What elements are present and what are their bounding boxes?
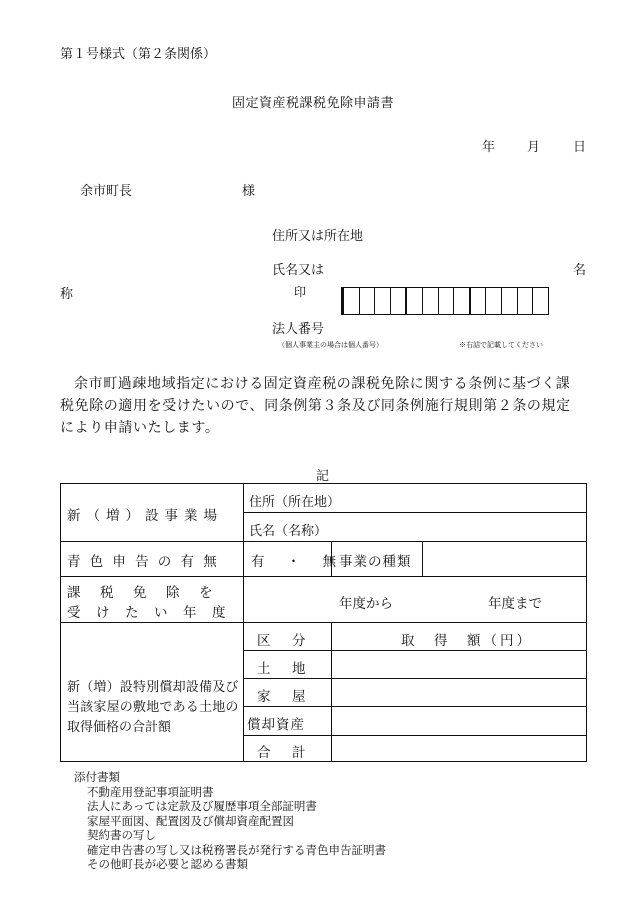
form-number: 第１号様式（第２条関係） (60, 47, 217, 62)
corp-number-note: （個人事業主の場合は個人番号） (278, 341, 383, 349)
name-label-prefix: 氏名又は (272, 263, 325, 278)
facility-label (67, 504, 237, 524)
request-paragraph (60, 373, 590, 439)
row-depreciable: 償却資産 (247, 717, 305, 733)
attachment-item: 家屋平面図、配置図及び償却資産配置図 (87, 813, 294, 828)
seal-mark: 印 (294, 285, 307, 299)
row-house: 家 屋 (257, 689, 310, 705)
corp-number-cell[interactable] (469, 288, 486, 314)
year-from: 年度から (339, 596, 393, 612)
attachments-heading: 添付書類 (74, 770, 120, 784)
row-total: 合 計 (257, 745, 310, 761)
corp-number-cell[interactable] (359, 288, 375, 314)
corp-number-cell[interactable] (422, 288, 438, 314)
facility-name-label: 氏名（名称） (249, 524, 328, 539)
ki-heading: 記 (316, 469, 330, 484)
corp-number-cell[interactable] (390, 288, 406, 314)
corp-number-label: 法人番号 (272, 322, 325, 337)
facility-label-text: 新（増）設事業場 (67, 508, 223, 524)
attachment-item: その他町長が必要と認める書類 (87, 857, 248, 871)
paragraph-line: 税免除の適用を受けたいので、同条例第３条及び同条例施行規則第２条の規定 (60, 398, 571, 414)
address-label: 住所又は所在地 (272, 229, 364, 244)
corp-number-cell[interactable] (532, 288, 548, 314)
row-land: 土 地 (257, 661, 310, 677)
year-to: 年度まで (488, 596, 542, 612)
application-table (60, 483, 587, 762)
exemption-year-label-1: 課税免除を (67, 585, 232, 601)
col-amount: 取 得 額（円） (401, 633, 533, 649)
paragraph-line: により申請いたします。 (60, 420, 220, 436)
corp-number-cell[interactable] (485, 288, 501, 314)
date-day: 日 (573, 140, 587, 155)
corp-number-cell[interactable] (453, 288, 469, 314)
acquisition-label-1: 新（増）設特別償却設備及び (67, 680, 239, 695)
name-label-suffix: 名 (573, 263, 587, 278)
attachment-item: 法人にあっては定款及び履歴事項全部証明書 (87, 799, 317, 813)
acquisition-label-3: 取得価格の合計額 (67, 720, 172, 735)
attachments (74, 770, 386, 872)
acquisition-label-2: 当該家屋の敷地である土地の (67, 700, 239, 715)
name-label-wrap: 称 (60, 287, 74, 302)
corp-number-cell[interactable] (501, 288, 517, 314)
date-year: 年 (482, 140, 496, 155)
corp-number-cell[interactable] (517, 288, 533, 314)
exemption-year-label-2: 受けたい年度 (67, 605, 241, 621)
col-category: 区 分 (257, 633, 310, 649)
corp-number-boxes[interactable] (341, 287, 549, 315)
business-type-label: 事業の種類 (339, 554, 412, 570)
date-month: 月 (527, 140, 541, 155)
page-title: 固定資産税課税免除申請書 (232, 96, 395, 111)
blue-return-value[interactable]: 有 ・ 無 (251, 554, 346, 570)
addressee-mayor: 余市町長 (80, 184, 133, 199)
attachment-item: 契約書の写し (87, 828, 156, 842)
right-align-note: ※右詰で記載してください (459, 341, 543, 349)
addressee-honorific: 様 (242, 184, 256, 199)
corp-number-cell[interactable] (405, 288, 422, 314)
blue-return-label: 青色申告の有無 (67, 554, 226, 570)
corp-number-cell[interactable] (374, 288, 390, 314)
attachment-item: 確定申告書の写し又は税務署長が発行する青色申告証明書 (87, 842, 386, 857)
attachment-item: 不動産用登記事項証明書 (87, 784, 214, 799)
corp-number-cell[interactable] (438, 288, 454, 314)
corp-number-cell[interactable] (342, 288, 359, 314)
paragraph-line: 余市町過疎地域指定における固定資産税の課税免除に関する条例に基づく課 (74, 376, 571, 392)
facility-address-label: 住所（所在地） (249, 495, 341, 510)
